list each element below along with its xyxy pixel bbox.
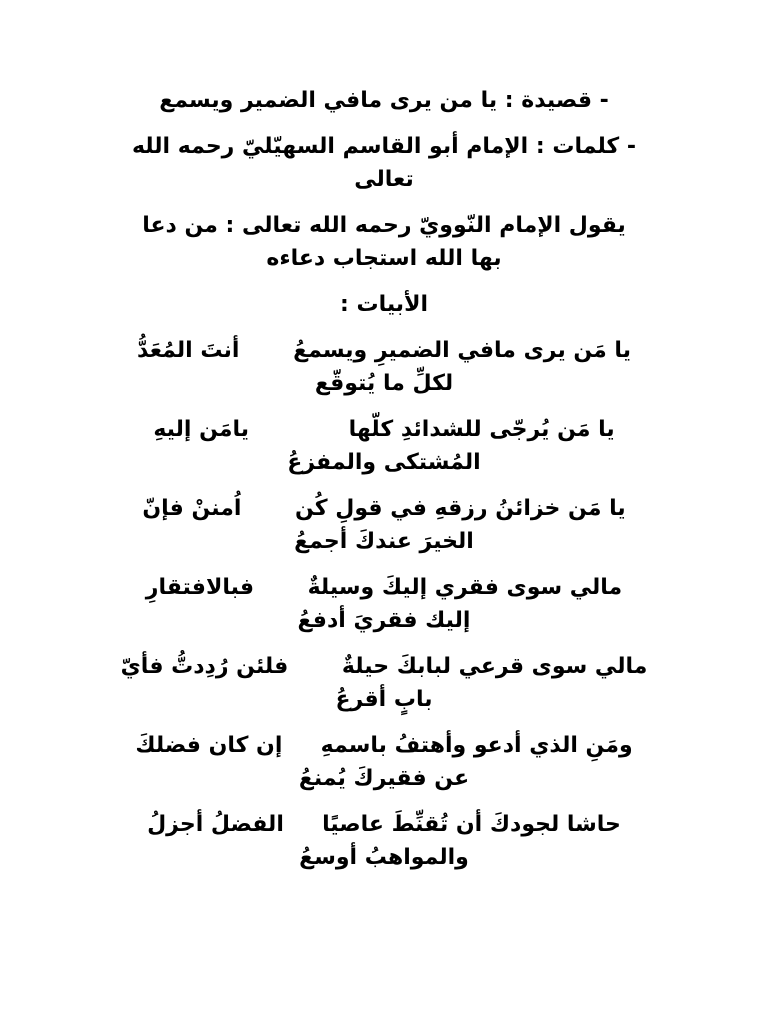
verse: [40, 334, 728, 400]
verse: [40, 729, 728, 795]
nawawi-note-line-1: يقول الإمام النّوويّ رحمه الله تعالى : من دعا: [142, 213, 626, 238]
verse-line-2: عن فقيركَ يُمنعُ: [298, 766, 470, 791]
nawawi-note-line-2: بها الله استجاب دعاءه: [266, 246, 502, 271]
verse-line-1: مالي سوى فقري إليكَ وسيلةٌ فبالافتقارِ: [145, 575, 623, 600]
verse: [40, 413, 728, 479]
verse-line-2: بابٍ أقرعُ: [335, 687, 433, 712]
document-page: [40, 84, 728, 887]
verse: [40, 650, 728, 716]
author-credit-line-2: تعالى: [354, 167, 414, 192]
author-credit: [40, 130, 728, 196]
verse-line-2: المُشتكى والمفزعُ: [287, 450, 481, 475]
author-credit-line-1: - كلمات : الإمام أبو القاسم السهيّليّ رحمه الله: [131, 134, 637, 159]
verses-heading: [40, 288, 728, 321]
verse-line-2: لكلِّ ما يُتوقّع: [314, 371, 454, 396]
verse-line-1: يا مَن يرى مافي الضميرِ ويسمعُ أنتَ المُعَدُّ: [137, 338, 631, 363]
verse: [40, 492, 728, 558]
nawawi-note: [40, 209, 728, 275]
verse-line-1: ومَنِ الذي أدعو وأهتفُ باسمهِ إن كان فضلكَ: [135, 733, 633, 758]
verse-line-1: يا مَن يُرجّى للشدائدِ كلّها يامَن إليهِ: [153, 417, 615, 442]
verse: [40, 808, 728, 874]
verse-line-2: والمواهبُ أوسعُ: [299, 845, 469, 870]
verse-line-1: مالي سوى قرعي لبابكَ حيلةٌ فلئن رُدِدتُّ فأيّ: [120, 654, 648, 679]
poem-title-text: - قصيدة : يا من يرى مافي الضمير ويسمع: [159, 88, 609, 113]
poem-title: [40, 84, 728, 117]
verse: [40, 571, 728, 637]
verse-line-1: حاشا لجودكَ أن تُقنِّطَ عاصيًا الفضلُ أجزلُ: [147, 812, 621, 837]
verse-line-2: الخيرَ عندكَ أجمعُ: [294, 529, 474, 554]
verse-line-1: يا مَن خزائنُ رزقهِ في قولِ كُن اُمننْ فإنّ: [142, 496, 626, 521]
verses-heading-text: الأبيات :: [340, 292, 428, 317]
verse-line-2: إليك فقريَ أدفعُ: [297, 608, 471, 633]
